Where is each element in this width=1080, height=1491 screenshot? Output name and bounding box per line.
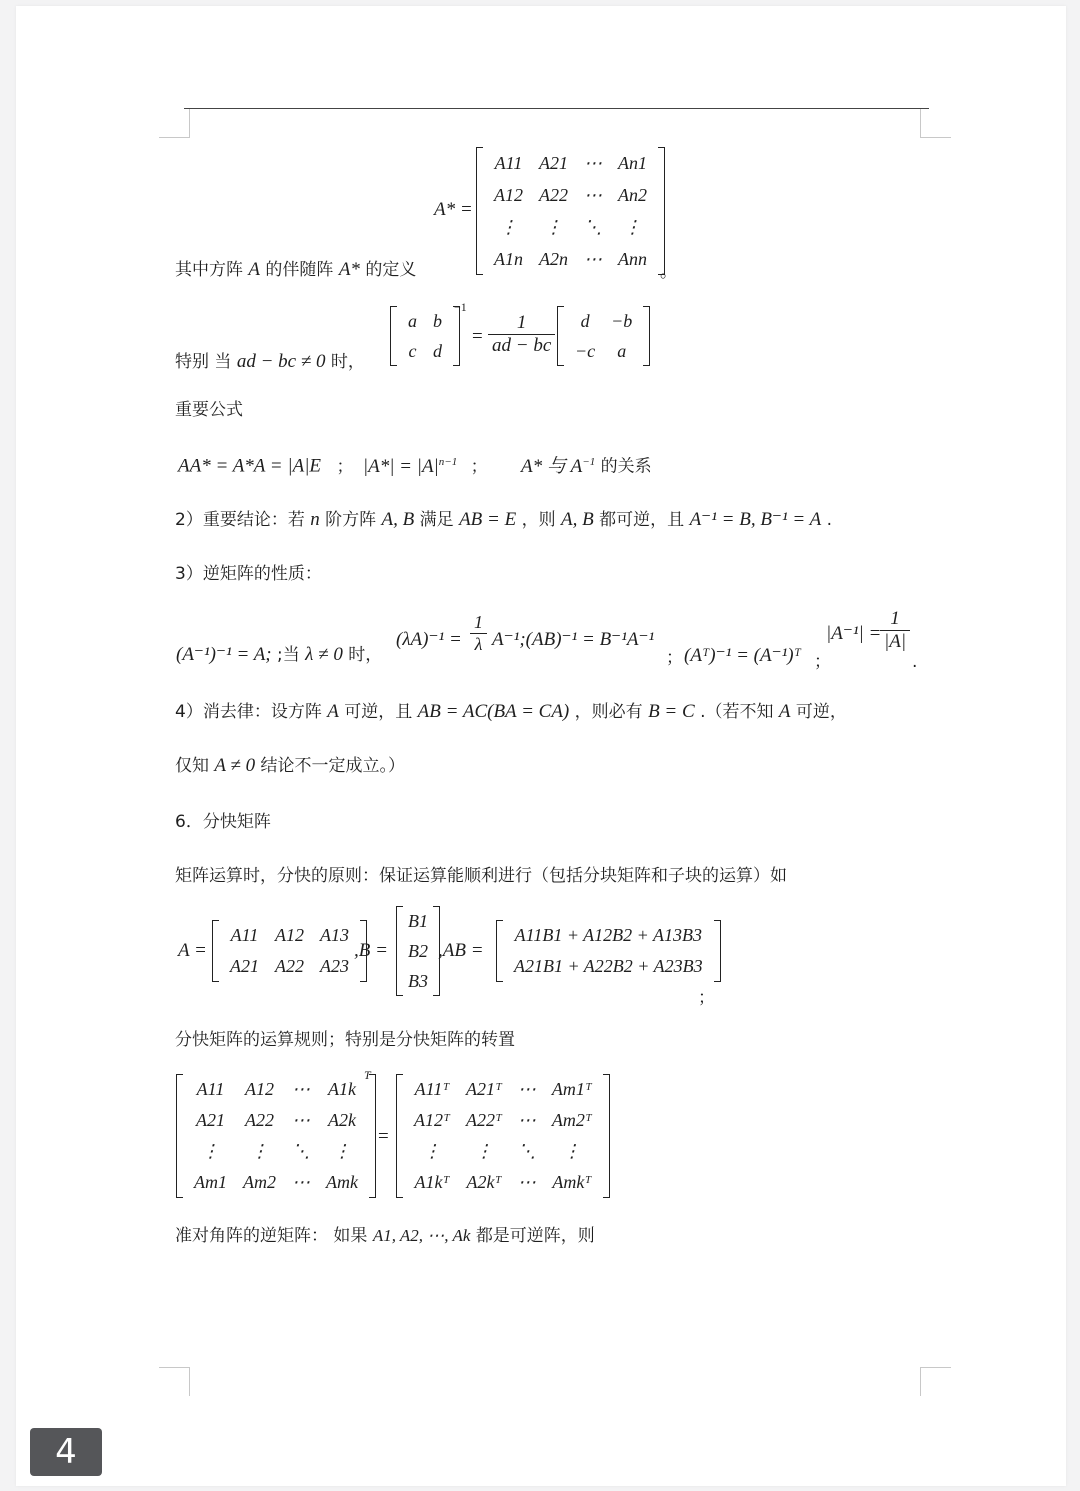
item4	[175, 702, 847, 722]
block-ab-row	[506, 920, 711, 951]
special-right-cell: d	[580, 310, 590, 331]
transpose-left-cell: Am1	[194, 1172, 227, 1192]
formula-relation-post: 的关系	[600, 456, 652, 477]
transpose-right-cell: A22ᵀ	[465, 1110, 502, 1130]
transpose-left-row	[186, 1074, 366, 1105]
adjoint-matrix-cell: ⋯	[584, 184, 602, 205]
transpose-right-cell: ⋮	[474, 1141, 493, 1161]
item2-mid3: ，则	[521, 510, 556, 530]
adjoint-matrix-cell: Ann	[618, 248, 647, 269]
item4-line2-pre: 仅知	[175, 756, 209, 776]
formula-adjoint-det: |A*| = |A|	[362, 455, 439, 477]
prop-lambda-fraction	[470, 612, 487, 655]
transpose-right-cell: ⋮	[422, 1141, 441, 1161]
block-a-row	[222, 920, 357, 951]
special-left-cell: a	[408, 310, 417, 331]
quasi-pre: 准对角阵的逆矩阵： 如果	[175, 1226, 368, 1246]
special-right-cell: −c	[575, 340, 596, 361]
adjoint-matrix-cell: A22	[539, 184, 568, 205]
header-rule	[184, 108, 929, 109]
prop-cond-post: 时，	[348, 645, 383, 665]
transpose-left-cell: ⋮	[332, 1141, 351, 1161]
prop-lambda-den: λ	[474, 634, 483, 654]
block-b-cell: B2	[408, 940, 428, 961]
prop-det-fraction	[880, 608, 910, 653]
transpose-left-cell: ⋯	[292, 1172, 310, 1192]
transpose-left-cell: ⋮	[201, 1141, 220, 1161]
special-left-row	[400, 336, 450, 366]
block-ab-end: ；	[698, 988, 715, 1008]
prop-cond: λ ≠ 0	[305, 644, 343, 665]
transpose-right-cell: ⋯	[517, 1079, 536, 1099]
item2-mid1: 阶方阵	[325, 510, 377, 530]
quasi-diagonal	[175, 1226, 595, 1246]
block-a-matrix	[212, 920, 367, 982]
special-label	[175, 352, 365, 372]
crop-mark-bottom-right	[920, 1367, 951, 1396]
block-a-label: A =	[178, 940, 207, 961]
prop-det-left: |A⁻¹| =	[826, 623, 882, 644]
important-heading: 重要公式	[175, 400, 243, 420]
transpose-left-cell: ⋯	[292, 1079, 310, 1099]
transpose-left-cell: Amk	[326, 1172, 358, 1192]
item2-end: .	[826, 510, 833, 530]
transpose-sup: T	[364, 1068, 371, 1082]
formula-adjoint-det-sup: n−1	[438, 456, 458, 468]
adjoint-matrix-row	[486, 211, 655, 243]
prop-cond-pre: ;当	[277, 645, 300, 665]
transpose-left-cell: A1k	[328, 1079, 356, 1099]
item4-line2	[175, 756, 405, 776]
special-equals: =	[472, 326, 483, 347]
transpose-left-cell: Am2	[243, 1172, 276, 1192]
transpose-left-cell: A21	[196, 1110, 225, 1130]
item2-ab: A, B	[381, 509, 415, 530]
transpose-right-row	[406, 1074, 600, 1105]
transpose-left-cell: ⋱	[292, 1141, 310, 1161]
formula-relation: A* 与 A	[521, 455, 583, 477]
adjoint-matrix-cell: ⋮	[499, 216, 518, 237]
transpose-left-cell: ⋯	[292, 1110, 310, 1130]
prop-sep-3: ；	[666, 648, 683, 668]
block-a-cell: A22	[275, 956, 304, 976]
adjoint-caption-a: A	[248, 259, 261, 280]
adjoint-matrix-cell: A1n	[494, 248, 523, 269]
transpose-left-cell: A11	[196, 1079, 225, 1099]
special-right-matrix	[557, 306, 650, 366]
transpose-right-cell: A1kᵀ	[414, 1172, 450, 1192]
section6-ops: 分快矩阵的运算规则；特别是分快矩阵的转置	[175, 1030, 515, 1050]
special-right-cell: a	[617, 340, 627, 361]
special-left-row	[400, 306, 450, 336]
item2-n: n	[310, 509, 320, 530]
crop-mark-bottom-left	[159, 1367, 190, 1396]
special-right-row	[567, 336, 640, 366]
prop-end: .	[912, 652, 918, 672]
item2	[175, 510, 832, 530]
transpose-right-cell: Am2ᵀ	[551, 1110, 592, 1130]
special-left-cell: d	[433, 340, 442, 361]
block-b-row	[400, 966, 436, 996]
formula-sep-1: ；	[336, 456, 354, 477]
prop-lambda-num: 1	[470, 612, 487, 634]
transpose-right-cell: A2kᵀ	[466, 1172, 502, 1192]
prop-lambda-right: A⁻¹;(AB)⁻¹ = B⁻¹A⁻¹	[492, 629, 655, 650]
adjoint-matrix-cell: A2n	[539, 248, 568, 269]
special-left-cell: b	[433, 310, 442, 331]
transpose-right-cell: A12ᵀ	[414, 1110, 450, 1130]
transpose-left-row	[186, 1136, 366, 1167]
item2-eq: AB = E	[459, 509, 517, 530]
special-post: 时，	[330, 352, 365, 372]
transpose-left-cell: ⋮	[250, 1141, 269, 1161]
block-ab-label: ,AB =	[438, 940, 484, 961]
transpose-left-cell: A22	[245, 1110, 274, 1130]
item4-a2: A	[778, 701, 791, 722]
block-a-cell: A12	[275, 925, 304, 945]
block-b-row	[400, 936, 436, 966]
special-right-cell: −b	[611, 310, 633, 331]
adjoint-matrix-row	[486, 147, 655, 179]
formula-sep-2: ；	[470, 456, 488, 477]
transpose-right-cell: Am1ᵀ	[551, 1079, 592, 1099]
transpose-right-row	[406, 1105, 600, 1136]
transpose-right-cell: ⋯	[517, 1172, 536, 1192]
adjoint-matrix-row	[486, 179, 655, 211]
item4-mid3: .（若不知	[700, 702, 774, 722]
adjoint-matrix-cell: ⋱	[584, 216, 602, 237]
transpose-right-cell: ⋮	[562, 1141, 581, 1161]
item4-mid1: 可逆，且	[344, 702, 413, 722]
special-left-cell: c	[408, 340, 417, 361]
page-number-badge: 4	[30, 1428, 102, 1476]
block-b-row	[400, 906, 436, 936]
item4-mid2: ，则必有	[574, 702, 643, 722]
quasi-post: 都是可逆阵，则	[475, 1226, 595, 1246]
adjoint-matrix-cell: An2	[618, 184, 647, 205]
transpose-right-matrix	[396, 1074, 610, 1198]
important-formulas	[178, 452, 652, 477]
section6-heading: 6．分快矩阵	[175, 812, 271, 832]
transpose-left-cell: A2k	[328, 1110, 356, 1130]
special-frac-den: ad − bc	[492, 335, 552, 356]
formula-adjoint-product: AA* = A*A = |A|E	[178, 455, 322, 477]
crop-mark-top-right	[920, 109, 951, 138]
block-b-cell: B3	[408, 970, 428, 991]
special-frac-num: 1	[488, 312, 555, 335]
prop-det-den: |A|	[884, 631, 907, 652]
transpose-right-cell: Amkᵀ	[552, 1172, 592, 1192]
adjoint-caption	[175, 260, 416, 280]
prop-transpose: (Aᵀ)⁻¹ = (A⁻¹)ᵀ	[684, 645, 801, 666]
adjoint-matrix-cell: A12	[494, 184, 523, 205]
item4-eq2: B = C	[648, 701, 695, 722]
adjoint-matrix-cell: A11	[494, 152, 523, 173]
adjoint-matrix-cell: ⋮	[623, 216, 642, 237]
adjoint-matrix-cell: A21	[539, 152, 568, 173]
item2-result: A⁻¹ = B, B⁻¹ = A	[689, 509, 822, 530]
item2-mid4: 都可逆，且	[599, 510, 685, 530]
transpose-left-row	[186, 1105, 366, 1136]
block-b-matrix	[396, 906, 440, 996]
adjoint-caption-astar: A*	[338, 259, 360, 280]
item2-mid2: 满足	[419, 510, 454, 530]
transpose-equals: =	[378, 1126, 389, 1147]
adjoint-matrix-cell: An1	[618, 152, 647, 173]
item4-line2-post: 结论不一定成立。）	[260, 756, 406, 776]
transpose-left-matrix	[176, 1074, 376, 1198]
prop-sep-4: ；	[814, 652, 831, 672]
block-ab-cell: A11B1 + A12B2 + A13B3	[514, 925, 702, 945]
block-a-cell: A13	[320, 925, 349, 945]
adjoint-matrix-cell: ⋯	[584, 248, 602, 269]
item4-line2-cond: A ≠ 0	[214, 755, 256, 776]
prop-double-inverse: (A⁻¹)⁻¹ = A;	[176, 644, 272, 665]
block-ab-matrix	[496, 920, 721, 982]
item4-pre: 4）消去律：设方阵	[175, 702, 322, 722]
block-a-row	[222, 951, 357, 982]
special-label-text: 特别 当	[175, 352, 232, 372]
transpose-left-row	[186, 1167, 366, 1198]
formula-relation-sup: −1	[582, 456, 596, 468]
transpose-right-row	[406, 1167, 600, 1198]
transpose-right-cell: ⋯	[517, 1110, 536, 1130]
adjoint-caption-mid: 的伴随阵	[265, 260, 334, 280]
adjoint-matrix-cell: ⋯	[584, 152, 602, 173]
crop-mark-top-left	[159, 109, 190, 138]
quasi-list: A1, A2, ⋯, Ak	[372, 1226, 471, 1245]
special-left-matrix	[390, 306, 460, 366]
item3-heading: 3）逆矩阵的性质：	[175, 564, 322, 584]
prop-det-num: 1	[880, 608, 910, 631]
section6-rule: 矩阵运算时，分快的原则：保证运算能顺利进行（包括分块矩阵和子块的运算）如	[175, 866, 787, 886]
item3-properties	[176, 645, 382, 665]
prop-lambda-left: (λA)⁻¹ =	[396, 629, 462, 650]
transpose-right-cell: ⋱	[517, 1141, 536, 1161]
block-b-cell: B1	[408, 910, 428, 931]
special-condition: ad − bc ≠ 0	[236, 351, 326, 372]
item2-pre: 2）重要结论：若	[175, 510, 305, 530]
adjoint-caption-pre: 其中方阵	[175, 260, 243, 280]
adjoint-caption-post: 的定义	[365, 260, 417, 280]
transpose-right-cell: A11ᵀ	[414, 1079, 450, 1099]
adjoint-matrix-cell: ⋮	[544, 216, 563, 237]
special-inv-sup: −1	[454, 300, 467, 314]
transpose-right-row	[406, 1136, 600, 1167]
item4-mid4: 可逆，	[795, 702, 847, 722]
block-b-label: ,B =	[354, 940, 388, 961]
transpose-right-cell: A21ᵀ	[465, 1079, 502, 1099]
adjoint-matrix	[476, 147, 665, 275]
adjoint-lead: A* =	[434, 199, 473, 220]
item2-ab2: A, B	[561, 509, 594, 530]
block-ab-row	[506, 951, 711, 982]
block-a-cell: A21	[230, 956, 259, 976]
special-fraction	[488, 312, 555, 357]
block-ab-cell: A21B1 + A22B2 + A23B3	[514, 956, 703, 976]
block-a-cell: A23	[320, 956, 349, 976]
adjoint-trailing: 。	[660, 262, 677, 282]
item4-a1: A	[327, 701, 339, 722]
block-a-cell: A11	[230, 925, 259, 945]
item4-eq1: AB = AC(BA = CA)	[417, 701, 570, 722]
adjoint-matrix-row	[486, 243, 655, 275]
transpose-left-cell: A12	[245, 1079, 274, 1099]
special-right-row	[567, 306, 640, 336]
